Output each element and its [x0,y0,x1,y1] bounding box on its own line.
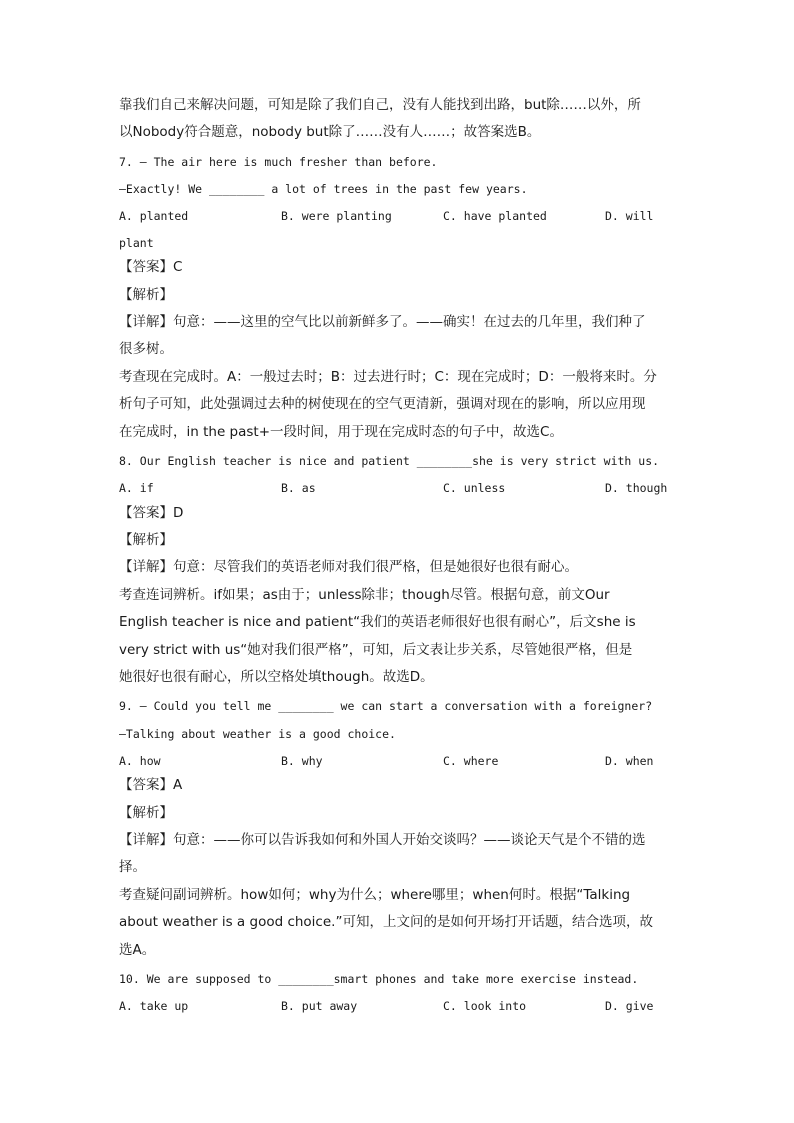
question-8-option-b: B. as [281,481,316,495]
question-7-detail: 析句子可知，此处强调过去种的树使现在的空气更清新，强调对现在的影响，所以应用现 [119,396,646,412]
question-8-stem: 8. Our English teacher is nice and patient ________she is very strict with us. [119,454,660,468]
question-8-answer: 【答案】D [119,505,184,521]
question-10-option-b: B. put away [281,999,358,1013]
question-7-reply: —Exactly! We ________ a lot of trees in the past few years. [119,182,528,196]
question-7-option-c: C. have planted [443,209,547,223]
question-8-detail: 【详解】句意：尽管我们的英语老师对我们很严格，但是她很好也很有耐心。 [119,559,578,575]
question-8-option-d: D. though [605,481,668,495]
question-7-detail: 【详解】句意：——这里的空气比以前新鲜多了。——确实！在过去的几年里，我们种了 [119,314,646,330]
question-9-detail: 【详解】句意：——你可以告诉我如何和外国人开始交谈吗？——谈论天气是个不错的选 [119,832,646,848]
question-8-detail: English teacher is nice and patient“我们的英语老师很好也很有耐心”，后文she is [119,614,636,630]
question-9-detail: 择。 [119,859,146,875]
question-7-detail: 考查现在完成时。A：一般过去时；B：过去进行时；C：现在完成时；D：一般将来时。分 [119,369,657,385]
question-7-option-b: B. were planting [281,209,392,223]
question-7-option-a: A. planted [119,209,189,223]
question-7-detail: 在完成时，in the past+一段时间，用于现在完成时态的句子中，故选C。 [119,424,563,440]
question-9-option-b: B. why [281,754,323,768]
question-8-detail: 她很好也很有耐心，所以空格处填though。故选D。 [119,669,434,685]
question-9-option-a: A. how [119,754,161,768]
question-9-analysis-heading: 【解析】 [119,805,173,821]
question-8-detail: 考查连词辨析。if如果；as由于；unless除非；though尽管。根据句意，前文Our [119,587,610,603]
question-7-option-d-continued: plant [119,236,154,250]
question-10-stem: 10. We are supposed to ________smart phones and take more exercise instead. [119,972,639,986]
question-9-answer: 【答案】A [119,777,183,793]
text-line: 以Nobody符合题意，nobody but除了……没有人……；故答案选B。 [119,124,541,140]
question-9-detail: about weather is a good choice.”可知，上文问的是如何开场打开话题，结合选项，故 [119,914,653,930]
question-7-answer: 【答案】C [119,259,183,275]
question-7-detail: 很多树。 [119,341,173,357]
question-9-stem: 9. — Could you tell me ________ we can start a conversation with a foreigner? [119,699,653,713]
question-9-option-d: D. when [605,754,654,768]
question-8-option-c: C. unless [443,481,506,495]
question-7-stem: 7. — The air here is much fresher than before. [119,155,438,169]
question-7-analysis-heading: 【解析】 [119,287,173,303]
question-8-detail: very strict with us“她对我们很严格”，可知，后文表让步关系，尽管她很严格，但是 [119,642,633,658]
question-10-option-c: C. look into [443,999,527,1013]
question-7-option-d: D. will [605,209,654,223]
question-9-detail: 选A。 [119,942,156,958]
text-line: 靠我们自己来解决问题，可知是除了我们自己，没有人能找到出路，but除……以外，所 [119,97,641,113]
question-10-option-a: A. take up [119,999,189,1013]
question-9-reply: —Talking about weather is a good choice. [119,727,396,741]
question-8-option-a: A. if [119,481,154,495]
question-8-analysis-heading: 【解析】 [119,532,173,548]
question-9-option-c: C. where [443,754,499,768]
question-9-detail: 考查疑问副词辨析。how如何；why为什么；where哪里；when何时。根据“Talking [119,887,631,903]
question-10-option-d: D. give [605,999,654,1013]
